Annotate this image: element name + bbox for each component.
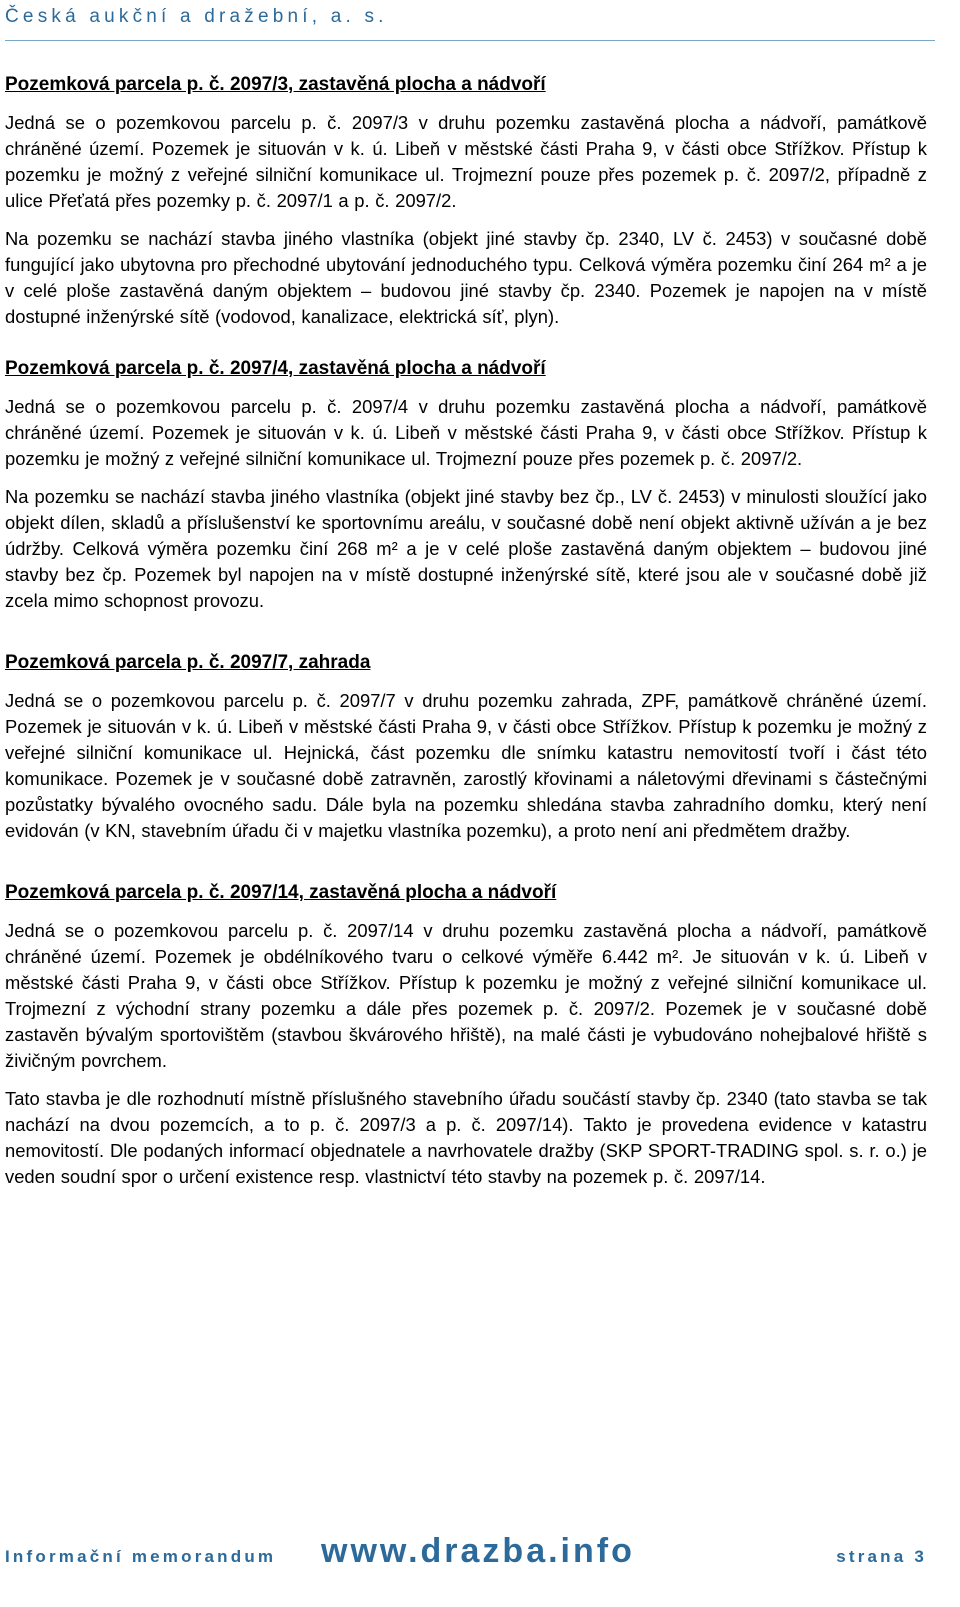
page-footer	[5, 1534, 927, 1574]
section-parcel-2097-4	[5, 356, 927, 614]
paragraph: Na pozemku se nachází stavba jiného vlastníka (objekt jiné stavby čp. 2340, LV č. 2453) v současné době fungující jako ubytovna pro přechodné ubytování jednoduchého typu. Celková výměra pozemku činí 264 m² a je v celé ploše zastavěná daným objektem – budovou jiné stavby čp. 2340. Pozemek je napojen na v místě dostupné inženýrské sítě (vodovod, kanalizace, elektrická síť, plyn).	[5, 228, 927, 327]
section-title: Pozemková parcela p. č. 2097/7, zahrada	[5, 652, 371, 673]
footer-document-type: Informační memorandum	[5, 1547, 277, 1566]
paragraph: Jedná se o pozemkovou parcelu p. č. 2097/4 v druhu pozemku zastavěná plocha a nádvoří, památkově chráněné území. Pozemek je situován v k. ú. Libeň v městské části Praha 9, v části obce Střížkov. Přístup k pozemku je možný z veřejné silniční komunikace ul. Trojmezní pouze přes pozemek p. č. 2097/2.	[5, 396, 927, 469]
section-parcel-2097-7	[5, 650, 927, 844]
footer-website: www.drazba.info	[321, 1532, 635, 1570]
company-name: Česká aukční a dražební, a. s.	[5, 6, 388, 27]
footer-page-number: strana 3	[836, 1547, 927, 1566]
paragraph: Jedná se o pozemkovou parcelu p. č. 2097/14 v druhu pozemku zastavěná plocha a nádvoří, památkově chráněné území. Pozemek je obdélníkového tvaru o celkové výměře 6.442 m². Je situován v k. ú. Libeň v městské části Praha 9, v části obce Střížkov. Přístup k pozemku je možný z veřejné silniční komunikace ul. Trojmezní z východní strany pozemku a dále přes pozemek p. č. 2097/2. Pozemek je v současné době zastavěn bývalým sportovištěm (stavbou škvárového hřiště), na malé části je vybudováno nohejbalové hřiště s živičným povrchem.	[5, 920, 927, 1071]
paragraph: Tato stavba je dle rozhodnutí místně příslušného stavebního úřadu součástí stavby čp. 2340 (tato stavba se tak nachází na dvou pozemcích, a to p. č. 2097/3 a p. č. 2097/14). Takto je provedena evidence v katastru nemovitostí. Dle podaných informací objednatele a navrhovatele dražby (SKP SPORT-TRADING spol. s. r. o.) je veden soudní spor o určení existence resp. vlastnictví této stavby na pozemek p. č. 2097/14.	[5, 1088, 927, 1187]
paragraph: Jedná se o pozemkovou parcelu p. č. 2097/7 v druhu pozemku zahrada, ZPF, památkově chráněné území. Pozemek je situován v k. ú. Libeň v městské části Praha 9, v části obce Střížkov. Přístup k pozemku je možný z veřejné silniční komunikace ul. Hejnická, část pozemku dle snímku katastru nemovitostí tvoří i část této komunikace. Pozemek je v současné době zatravněn, zarostlý křovinami a náletovými dřevinami s částečnými pozůstatky bývalého ovocného sadu. Dále byla na pozemku shledána stavba zahradního domku, který není evidován (v KN, stavebním úřadu či v majetku vlastníka pozemku), a proto není ani předmětem dražby.	[5, 690, 927, 841]
page-header	[5, 0, 935, 41]
paragraph: Jedná se o pozemkovou parcelu p. č. 2097/3 v druhu pozemku zastavěná plocha a nádvoří, památkově chráněné území. Pozemek je situován v k. ú. Libeň v městské části Praha 9, v části obce Střížkov. Přístup k pozemku je možný z veřejné silniční komunikace ul. Trojmezní pouze přes pozemek p. č. 2097/2, případně z ulice Přeťatá přes pozemky p. č. 2097/1 a p. č. 2097/2.	[5, 112, 927, 211]
section-title: Pozemková parcela p. č. 2097/4, zastavěná plocha a nádvoří	[5, 358, 546, 379]
paragraph: Na pozemku se nachází stavba jiného vlastníka (objekt jiné stavby bez čp., LV č. 2453) v minulosti sloužící jako objekt dílen, skladů a příslušenství ke sportovnímu areálu, v současné době není objekt aktivně užíván a je bez údržby. Celková výměra pozemku činí 268 m² a je v celé ploše zastavěná daným objektem – budovou jiné stavby bez čp. Pozemek byl napojen na v místě dostupné inženýrské sítě, které jsou ale v současné době již zcela mimo schopnost provozu.	[5, 486, 927, 611]
section-title: Pozemková parcela p. č. 2097/3, zastavěná plocha a nádvoří	[5, 74, 546, 95]
section-parcel-2097-14	[5, 880, 927, 1190]
document-body	[5, 72, 927, 1202]
section-title: Pozemková parcela p. č. 2097/14, zastavěná plocha a nádvoří	[5, 882, 557, 903]
section-parcel-2097-3	[5, 72, 927, 330]
